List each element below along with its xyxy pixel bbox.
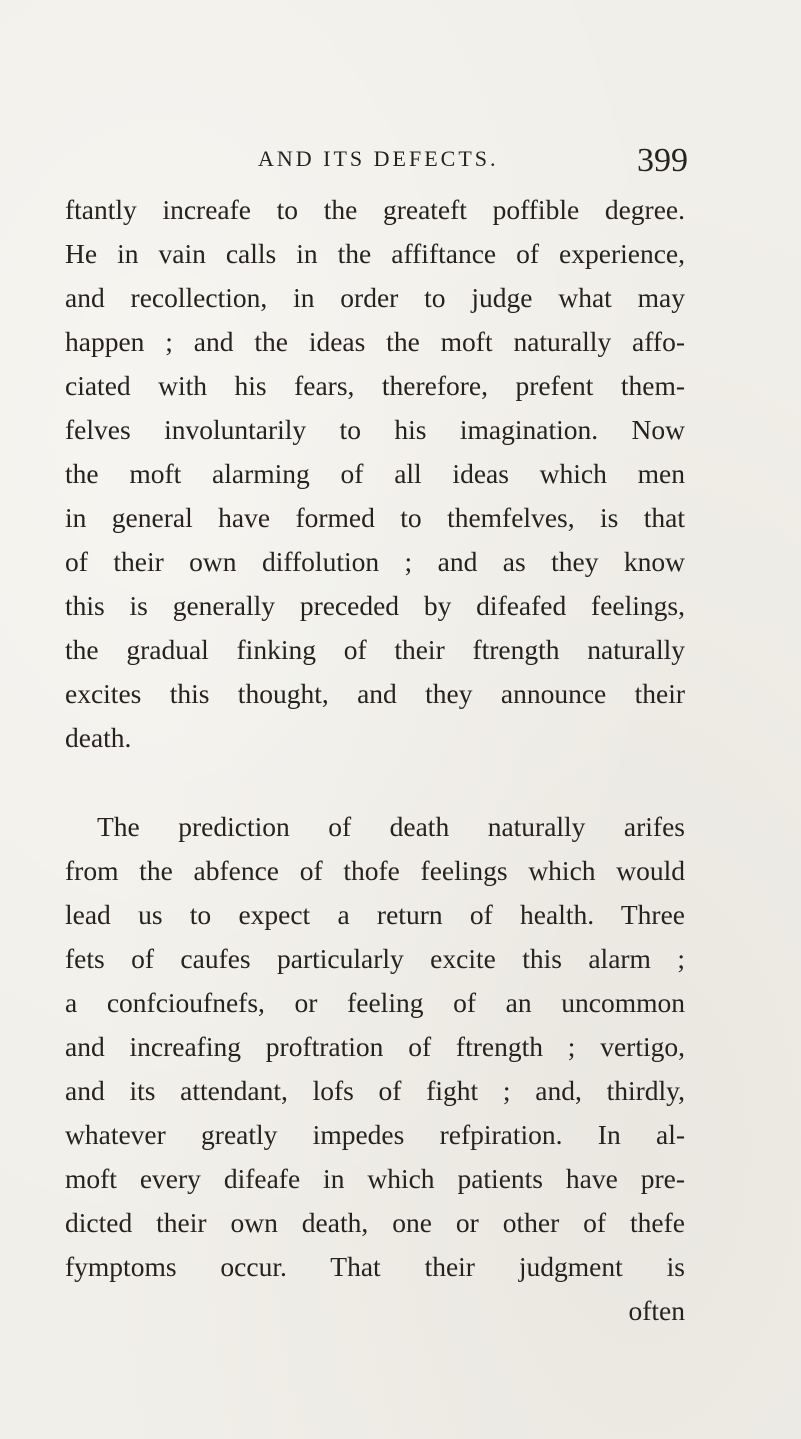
text-line: and recollection, in order to judge what may — [65, 282, 685, 313]
text-line: excites this thought, and they announce their — [65, 678, 685, 709]
text-line: of their own diffolution ; and as they know — [65, 546, 685, 577]
text-line: ciated with his fears, therefore, prefent them- — [65, 370, 685, 401]
catchword: often — [628, 1295, 685, 1326]
text-line: from the abfence of thofe feelings which would — [65, 855, 685, 886]
text-line: fets of caufes particularly excite this alarm ; — [65, 943, 685, 974]
text-line: a confcioufnefs, or feeling of an uncommon — [65, 987, 685, 1018]
text-line: and increafing proftration of ftrength ; vertigo, — [65, 1031, 685, 1062]
text-line: this is generally preceded by difeafed feelings, — [65, 590, 685, 621]
text-line: in general have formed to themfelves, is that — [65, 502, 685, 533]
text-line: The prediction of death naturally arifes — [97, 811, 685, 842]
text-line: ftantly increafe to the greateft poffible degree. — [65, 194, 685, 225]
text-line: moft every difeafe in which patients have pre- — [65, 1163, 685, 1194]
text-line: the gradual finking of their ftrength naturally — [65, 634, 685, 665]
text-line: death. — [65, 722, 132, 753]
text-line: happen ; and the ideas the moft naturally affo- — [65, 326, 685, 357]
page-header — [258, 142, 688, 186]
text-line: He in vain calls in the affiftance of experience, — [65, 238, 685, 269]
text-line: dicted their own death, one or other of thefe — [65, 1207, 685, 1238]
page-number: 399 — [637, 142, 688, 179]
text-line: fymptoms occur. That their judgment is — [65, 1251, 685, 1282]
text-line: whatever greatly impedes refpiration. In al- — [65, 1119, 685, 1150]
text-line: the moft alarming of all ideas which men — [65, 458, 685, 489]
text-line: and its attendant, lofs of fight ; and, thirdly, — [65, 1075, 685, 1106]
running-head: AND ITS DEFECTS. — [258, 146, 499, 171]
text-line: lead us to expect a return of health. Three — [65, 899, 685, 930]
text-line: felves involuntarily to his imagination. Now — [65, 414, 685, 445]
